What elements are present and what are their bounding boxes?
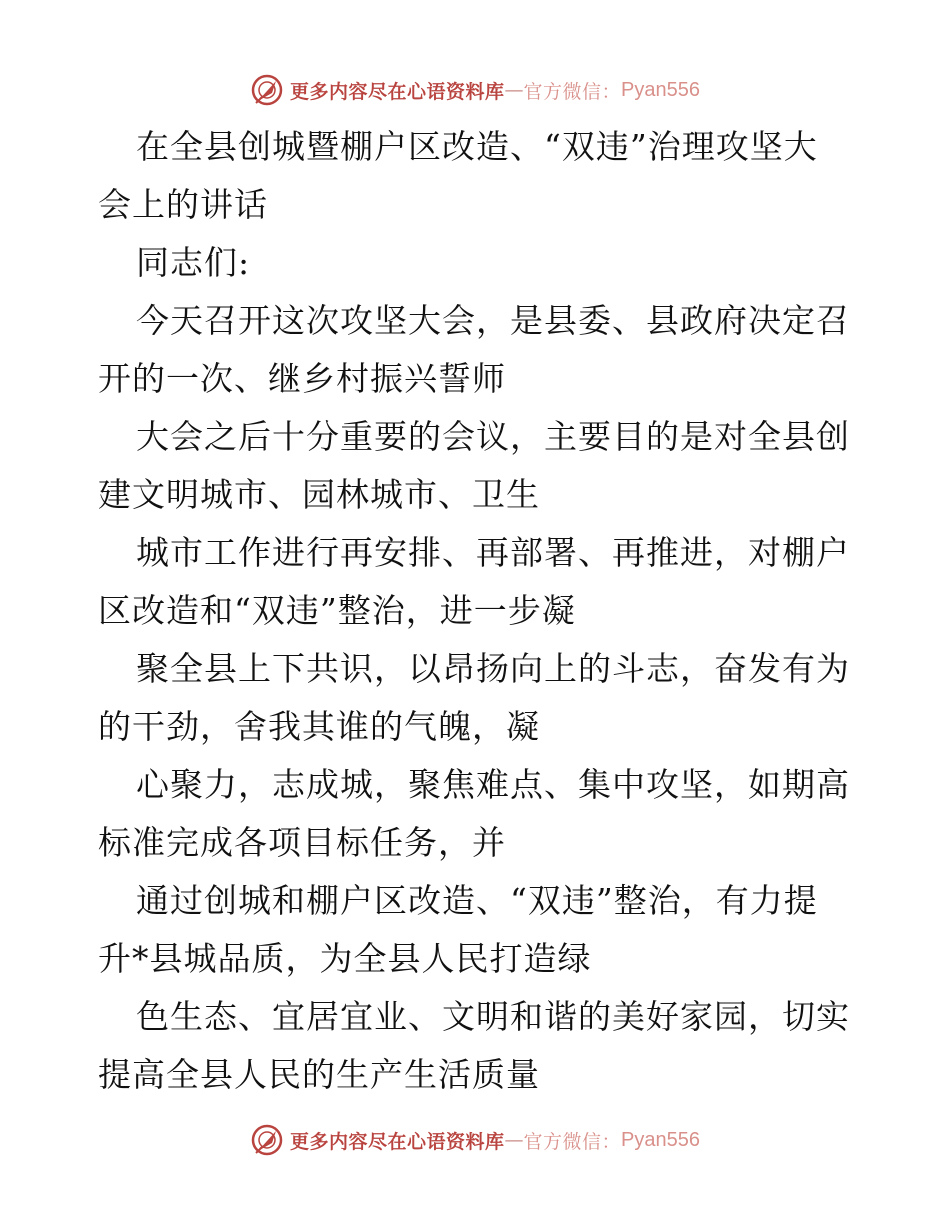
watermark-main-text: 更多内容尽在心语资料库 bbox=[290, 1130, 505, 1153]
watermark-dash: — bbox=[504, 1129, 524, 1151]
text-line: 心聚力，志成城，聚焦难点、集中攻坚，如期高 bbox=[136, 765, 850, 804]
footer-watermark bbox=[0, 1120, 950, 1160]
text-line: 今天召开这次攻坚大会，是县委、县政府决定召 bbox=[136, 301, 850, 340]
title-line-1: 在全县创城暨棚户区改造、“双违”治理攻坚大 bbox=[136, 127, 818, 166]
text-line: 的干劲，舍我其谁的气魄，凝 bbox=[98, 707, 540, 746]
text-line: 色生态、宜居宜业、文明和谐的美好家园，切实 bbox=[136, 997, 850, 1036]
document-body bbox=[98, 118, 858, 1104]
watermark-main-text: 更多内容尽在心语资料库 bbox=[290, 80, 505, 103]
watermark-dash: — bbox=[504, 79, 524, 101]
quill-logo-icon bbox=[250, 1123, 284, 1157]
text-line: 升*县城品质，为全县人民打造绿 bbox=[98, 939, 592, 978]
salutation: 同志们: bbox=[136, 243, 251, 282]
text-line: 大会之后十分重要的会议，主要目的是对全县创 bbox=[136, 417, 850, 456]
text-line: 开的一次、继乡村振兴誓师 bbox=[98, 359, 506, 398]
text-line: 城市工作进行再安排、再部署、再推进，对棚户 bbox=[136, 533, 850, 572]
text-line: 提高全县人民的生产生活质量 bbox=[98, 1055, 540, 1094]
header-watermark bbox=[0, 70, 950, 110]
text-line: 聚全县上下共识，以昂扬向上的斗志，奋发有为 bbox=[136, 649, 850, 688]
watermark-wechat-id: Pyan556 bbox=[621, 78, 700, 101]
watermark-official-text: 官方微信： bbox=[523, 1130, 622, 1153]
watermark-official-text: 官方微信： bbox=[523, 80, 622, 103]
text-line: 区改造和“双违”整治，进一步凝 bbox=[98, 591, 576, 630]
text-line: 通过创城和棚户区改造、“双违”整治，有力提 bbox=[136, 881, 818, 920]
quill-logo-icon bbox=[250, 73, 284, 107]
text-line: 建文明城市、园林城市、卫生 bbox=[98, 475, 540, 514]
title-line-2: 会上的讲话 bbox=[98, 185, 268, 224]
watermark-wechat-id: Pyan556 bbox=[621, 1128, 700, 1151]
text-line: 标准完成各项目标任务，并 bbox=[98, 823, 506, 862]
